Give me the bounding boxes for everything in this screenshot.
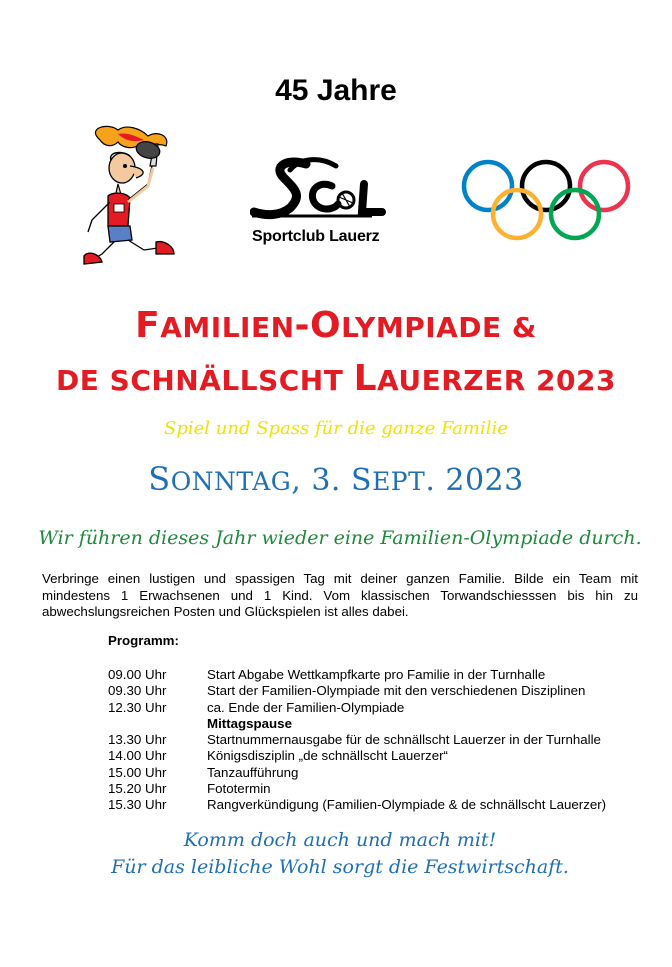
schedule-time: 09.30 Uhr <box>108 683 167 699</box>
description-paragraph: Verbringe einen lustigen und spassigen Tag mit deiner ganzen Familie. Bilde ein Team mit mindestens 1 Erwachsenen und 1 Kind. Vom klassischen Torwandschiesssen bis hin zu abwechslungsreichen Posten und Glückspielen ist alles dabei. <box>42 571 638 619</box>
schedule-text: Startnummernausgabe für de schnällscht Lauerzer in der Turnhalle <box>207 732 601 748</box>
ring-black <box>522 162 570 210</box>
torch-runner-illustration <box>78 122 188 270</box>
schedule-text: Fototermin <box>207 781 271 797</box>
schedule-time: 13.30 Uhr <box>108 732 167 748</box>
ring-red <box>580 162 628 210</box>
intro-line: Wir führen dieses Jahr wieder eine Familien-Olympiade durch. <box>38 527 642 549</box>
schedule-list <box>108 667 606 814</box>
schedule-time: 15.00 Uhr <box>108 764 167 780</box>
program-label: Programm: <box>108 633 179 648</box>
schedule-time <box>108 716 207 732</box>
olympic-rings-icon <box>460 156 632 248</box>
schedule-row <box>108 781 606 797</box>
event-title-line-2: DE SCHNÄLLSCHT LAUERZER 2023 <box>56 358 616 399</box>
tagline: Spiel und Spass für die ganze Familie <box>164 418 508 439</box>
ring-blue <box>464 162 512 210</box>
schedule-row <box>108 797 606 813</box>
schedule-time: 09.00 Uhr <box>108 667 167 682</box>
schedule-row <box>108 716 606 732</box>
schedule-text: Rangverkündigung (Familien-Olympiade & de schnällscht Lauerzer) <box>207 797 607 813</box>
schedule-row <box>108 683 606 699</box>
schedule-row <box>108 748 606 764</box>
schedule-time: 14.00 Uhr <box>108 748 167 764</box>
schedule-text: Königsdisziplin „de schnällscht Lauerzer“ <box>207 748 448 764</box>
closing-line-1: Komm doch auch und mach mit! <box>183 829 497 851</box>
ring-yellow <box>493 190 541 238</box>
event-date: SONNTAG, 3. SEPT. 2023 <box>148 460 524 498</box>
ring-green <box>551 190 599 238</box>
closing-line-2: Für das leibliche Wohl sorgt die Festwirtschaft. <box>111 856 569 878</box>
schedule-row <box>108 765 606 781</box>
schedule-text: ca. Ende der Familien-Olympiade <box>207 699 405 715</box>
logo-caption: Sportclub Lauerz <box>252 228 380 245</box>
event-title-line-1: FAMILIEN-OLYMPIADE & <box>135 305 537 346</box>
schedule-row <box>108 700 606 716</box>
schedule-time: 15.20 Uhr <box>108 781 167 797</box>
schedule-time: 15.30 Uhr <box>108 797 167 813</box>
schedule-row <box>108 732 606 748</box>
schedule-row <box>108 667 606 683</box>
schedule-text: Start Abgabe Wettkampfkarte pro Familie in der Turnhalle <box>207 667 546 682</box>
schedule-text: Start der Familien-Olympiade mit den verschiedenen Disziplinen <box>207 683 586 699</box>
schedule-text: Mittagspause <box>207 715 292 731</box>
anniversary-heading: 45 Jahre <box>275 74 397 107</box>
schedule-text: Tanzaufführung <box>207 764 299 780</box>
schedule-time: 12.30 Uhr <box>108 699 167 715</box>
